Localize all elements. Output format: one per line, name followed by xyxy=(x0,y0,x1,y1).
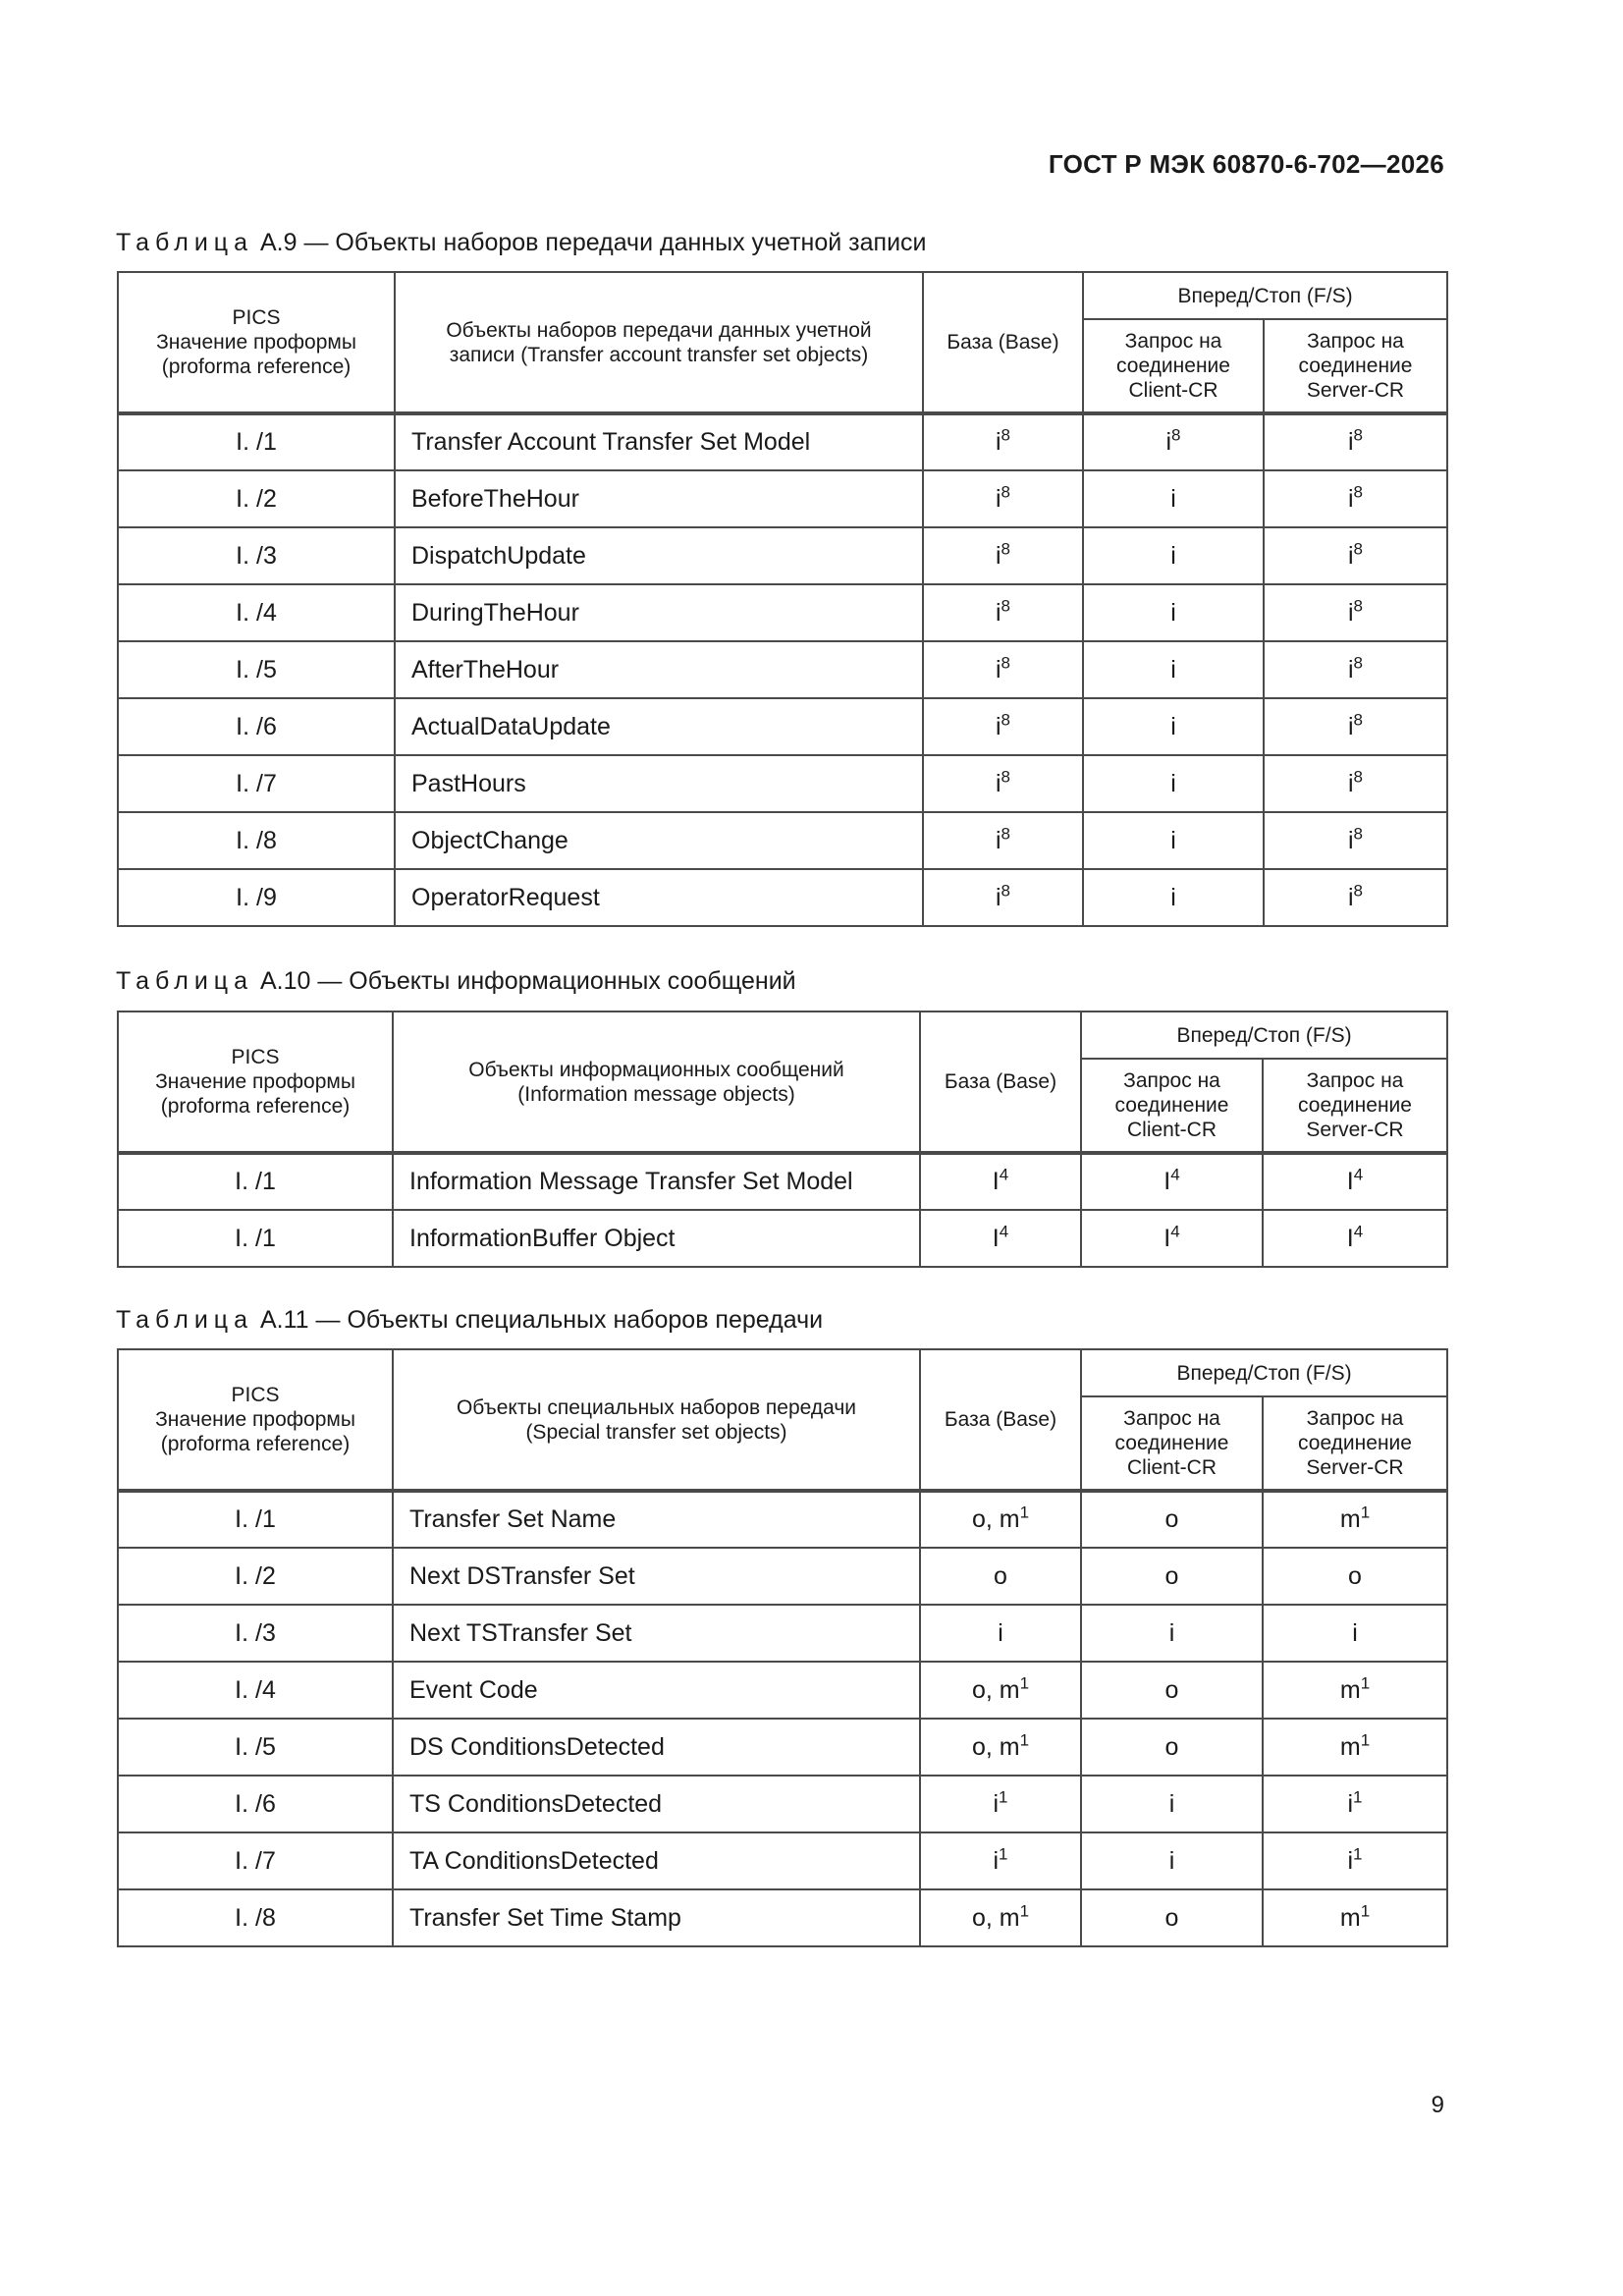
footnote-ref: 1 xyxy=(1353,1844,1363,1864)
footnote-ref: 8 xyxy=(1001,425,1011,445)
document-header: ГОСТ Р МЭК 60870-6-702—2026 xyxy=(1048,149,1444,179)
footnote-ref: 8 xyxy=(1171,425,1181,445)
cell-object: Next DSTransfer Set xyxy=(393,1548,920,1605)
cell-reference: I. /6 xyxy=(118,698,395,755)
header-base: База (Base) xyxy=(923,272,1083,413)
header-client-cr: Запрос на соединение Client-CR xyxy=(1083,319,1264,413)
cell-base: $i^8$ xyxy=(923,584,1083,641)
footnote-ref: 4 xyxy=(999,1222,1009,1241)
table-row xyxy=(118,812,1447,869)
table-row xyxy=(118,1776,1447,1832)
footnote-ref: 4 xyxy=(1170,1222,1180,1241)
footnote-ref: 1 xyxy=(1019,1673,1030,1693)
table-row xyxy=(118,527,1447,584)
footnote-ref: 4 xyxy=(1170,1165,1180,1184)
cell-reference: I. /1 xyxy=(118,1491,393,1548)
footnote-ref: 1 xyxy=(999,1844,1008,1864)
cell-object: PastHours xyxy=(395,755,923,812)
cell-server-cr: $i^1$ xyxy=(1263,1832,1447,1889)
footnote-ref: 8 xyxy=(1001,596,1011,616)
cell-base: $i^8$ xyxy=(923,869,1083,926)
cell-client-cr: i xyxy=(1081,1776,1263,1832)
header-fs: Вперед/Стоп (F/S) xyxy=(1083,272,1447,319)
cell-base: $i^8$ xyxy=(923,698,1083,755)
cell-base: $I^4$ xyxy=(920,1153,1081,1210)
cell-client-cr: i xyxy=(1083,698,1264,755)
header-base: База (Base) xyxy=(920,1011,1081,1153)
footnote-ref: 8 xyxy=(1353,653,1364,673)
caption-label: Таблица xyxy=(116,1306,254,1334)
footnote-ref: 8 xyxy=(1353,710,1364,730)
cell-object: BeforeTheHour xyxy=(395,470,923,527)
cell-reference: I. /7 xyxy=(118,1832,393,1889)
cell-client-cr: i xyxy=(1083,755,1264,812)
cell-server-cr: i xyxy=(1263,1605,1447,1662)
footnote-ref: 8 xyxy=(1001,824,1011,844)
page-number: 9 xyxy=(1431,2092,1444,2118)
footnote-ref: 8 xyxy=(1001,653,1011,673)
cell-object: DispatchUpdate xyxy=(395,527,923,584)
footnote-ref: 1 xyxy=(1019,1901,1030,1921)
header-pics: PICS Значение профоpмы (proforma reference) xyxy=(118,1011,393,1153)
header-objects: Объекты наборов передачи данных учетной записи (Transfer account transfer set objects) xyxy=(395,272,923,413)
cell-reference: I. /9 xyxy=(118,869,395,926)
footnote-ref: 8 xyxy=(1353,596,1364,616)
header-pics: PICS Значение профоpмы (proforma reference) xyxy=(118,272,395,413)
cell-base: $i^8$ xyxy=(923,527,1083,584)
footnote-ref: 8 xyxy=(1001,482,1011,502)
table-row xyxy=(118,1153,1447,1210)
table-a11 xyxy=(117,1348,1448,1947)
footnote-ref: 8 xyxy=(1001,881,1011,901)
cell-client-cr: i xyxy=(1081,1605,1263,1662)
cell-server-cr: $i^1$ xyxy=(1263,1776,1447,1832)
cell-reference: I. /4 xyxy=(118,584,395,641)
cell-reference: I. /5 xyxy=(118,641,395,698)
footnote-ref: 4 xyxy=(1353,1165,1364,1184)
table-row xyxy=(118,869,1447,926)
cell-object: AfterTheHour xyxy=(395,641,923,698)
table-row xyxy=(118,1210,1447,1267)
cell-reference: I. /1 xyxy=(118,413,395,470)
table-caption xyxy=(116,966,796,996)
cell-base: $i^1$ xyxy=(920,1832,1081,1889)
footnote-ref: 1 xyxy=(1360,1730,1371,1750)
caption-label: Таблица xyxy=(116,967,254,995)
cell-object: Transfer Set Name xyxy=(393,1491,920,1548)
cell-base: i xyxy=(920,1605,1081,1662)
cell-client-cr: $I^4$ xyxy=(1081,1210,1263,1267)
header-objects: Объекты информационных сообщений (Information message objects) xyxy=(393,1011,920,1153)
cell-server-cr: $i^8$ xyxy=(1264,812,1447,869)
footnote-ref: 1 xyxy=(999,1787,1008,1807)
table-row xyxy=(118,1832,1447,1889)
cell-server-cr: $m^1$ xyxy=(1263,1889,1447,1946)
cell-reference: I. /3 xyxy=(118,1605,393,1662)
cell-server-cr: $i^8$ xyxy=(1264,641,1447,698)
cell-reference: I. /1 xyxy=(118,1210,393,1267)
cell-base: o, $m^1$ xyxy=(920,1491,1081,1548)
cell-client-cr: i xyxy=(1081,1832,1263,1889)
cell-object: ObjectChange xyxy=(395,812,923,869)
header-client-cr: Запрос на соединение Client-CR xyxy=(1081,1059,1263,1153)
header-objects: Объекты специальных наборов передачи (Special transfer set objects) xyxy=(393,1349,920,1491)
cell-server-cr: $i^8$ xyxy=(1264,698,1447,755)
cell-client-cr: i xyxy=(1083,584,1264,641)
footnote-ref: 8 xyxy=(1353,539,1364,559)
header-server-cr: Запрос на соединение Server-CR xyxy=(1264,319,1447,413)
cell-object: Event Code xyxy=(393,1662,920,1719)
cell-object: InformationBuffer Object xyxy=(393,1210,920,1267)
cell-reference: I. /1 xyxy=(118,1153,393,1210)
cell-client-cr: i xyxy=(1083,641,1264,698)
cell-reference: I. /2 xyxy=(118,470,395,527)
table-caption xyxy=(116,228,927,257)
cell-server-cr: $m^1$ xyxy=(1263,1491,1447,1548)
cell-client-cr: o xyxy=(1081,1719,1263,1776)
cell-base: $i^8$ xyxy=(923,755,1083,812)
footnote-ref: 1 xyxy=(1019,1503,1030,1522)
cell-object: TS ConditionsDetected xyxy=(393,1776,920,1832)
footnote-ref: 4 xyxy=(1353,1222,1364,1241)
cell-server-cr: $i^8$ xyxy=(1264,755,1447,812)
footnote-ref: 8 xyxy=(1001,767,1011,787)
header-server-cr: Запрос на соединение Server-CR xyxy=(1263,1059,1447,1153)
cell-server-cr: $m^1$ xyxy=(1263,1719,1447,1776)
table-row xyxy=(118,755,1447,812)
cell-client-cr: o xyxy=(1081,1662,1263,1719)
cell-client-cr: i xyxy=(1083,527,1264,584)
header-fs: Вперед/Стоп (F/S) xyxy=(1081,1011,1447,1059)
cell-client-cr: o xyxy=(1081,1491,1263,1548)
cell-base: o xyxy=(920,1548,1081,1605)
table-row xyxy=(118,470,1447,527)
cell-client-cr: i xyxy=(1083,470,1264,527)
cell-server-cr: $i^8$ xyxy=(1264,584,1447,641)
cell-reference: I. /8 xyxy=(118,812,395,869)
cell-server-cr: o xyxy=(1263,1548,1447,1605)
header-fs: Вперед/Стоп (F/S) xyxy=(1081,1349,1447,1396)
header-client-cr: Запрос на соединение Client-CR xyxy=(1081,1396,1263,1491)
footnote-ref: 8 xyxy=(1353,824,1364,844)
caption-text: А.9 — Объекты наборов передачи данных учетной записи xyxy=(259,229,927,256)
header-server-cr: Запрос на соединение Server-CR xyxy=(1263,1396,1447,1491)
footnote-ref: 1 xyxy=(1019,1730,1030,1750)
cell-object: Transfer Account Transfer Set Model xyxy=(395,413,923,470)
footnote-ref: 1 xyxy=(1353,1787,1363,1807)
cell-base: $i^8$ xyxy=(923,470,1083,527)
cell-server-cr: $i^8$ xyxy=(1264,527,1447,584)
cell-server-cr: $m^1$ xyxy=(1263,1662,1447,1719)
table-row xyxy=(118,698,1447,755)
table-row xyxy=(118,413,1447,470)
cell-base: o, $m^1$ xyxy=(920,1719,1081,1776)
cell-object: Next TSTransfer Set xyxy=(393,1605,920,1662)
cell-client-cr: o xyxy=(1081,1548,1263,1605)
cell-object: DuringTheHour xyxy=(395,584,923,641)
cell-server-cr: $i^8$ xyxy=(1264,413,1447,470)
footnote-ref: 8 xyxy=(1353,881,1364,901)
table-a10 xyxy=(117,1011,1448,1268)
caption-text: А.10 — Объекты информационных сообщений xyxy=(259,967,796,995)
footnote-ref: 4 xyxy=(999,1165,1009,1184)
cell-object: Transfer Set Time Stamp xyxy=(393,1889,920,1946)
footnote-ref: 8 xyxy=(1353,767,1364,787)
table-row xyxy=(118,641,1447,698)
cell-base: $i^8$ xyxy=(923,812,1083,869)
footnote-ref: 8 xyxy=(1353,482,1364,502)
table-row xyxy=(118,1605,1447,1662)
cell-base: o, $m^1$ xyxy=(920,1889,1081,1946)
cell-object: OperatorRequest xyxy=(395,869,923,926)
cell-base: $i^8$ xyxy=(923,413,1083,470)
table-row xyxy=(118,584,1447,641)
caption-text: А.11 — Объекты специальных наборов передачи xyxy=(259,1306,824,1334)
table-a9 xyxy=(117,271,1448,927)
cell-reference: I. /6 xyxy=(118,1776,393,1832)
table-row xyxy=(118,1662,1447,1719)
cell-server-cr: $i^8$ xyxy=(1264,470,1447,527)
cell-reference: I. /8 xyxy=(118,1889,393,1946)
cell-server-cr: $I^4$ xyxy=(1263,1210,1447,1267)
table-row xyxy=(118,1889,1447,1946)
cell-base: $I^4$ xyxy=(920,1210,1081,1267)
cell-reference: I. /3 xyxy=(118,527,395,584)
table-caption xyxy=(116,1305,823,1335)
cell-object: DS ConditionsDetected xyxy=(393,1719,920,1776)
footnote-ref: 8 xyxy=(1001,539,1011,559)
cell-server-cr: $I^4$ xyxy=(1263,1153,1447,1210)
cell-base: $i^8$ xyxy=(923,641,1083,698)
cell-object: TA ConditionsDetected xyxy=(393,1832,920,1889)
cell-reference: I. /2 xyxy=(118,1548,393,1605)
caption-label: Таблица xyxy=(116,229,254,256)
footnote-ref: 1 xyxy=(1360,1503,1371,1522)
cell-base: $i^1$ xyxy=(920,1776,1081,1832)
cell-server-cr: $i^8$ xyxy=(1264,869,1447,926)
cell-client-cr: $I^4$ xyxy=(1081,1153,1263,1210)
header-base: База (Base) xyxy=(920,1349,1081,1491)
cell-client-cr: i xyxy=(1083,812,1264,869)
footnote-ref: 1 xyxy=(1360,1901,1371,1921)
table-row xyxy=(118,1548,1447,1605)
header-pics: PICS Значение профоpмы (proforma reference) xyxy=(118,1349,393,1491)
cell-object: Information Message Transfer Set Model xyxy=(393,1153,920,1210)
table-row xyxy=(118,1719,1447,1776)
cell-client-cr: $i^8$ xyxy=(1083,413,1264,470)
cell-client-cr: i xyxy=(1083,869,1264,926)
table-row xyxy=(118,1491,1447,1548)
footnote-ref: 8 xyxy=(1353,425,1364,445)
footnote-ref: 8 xyxy=(1001,710,1011,730)
cell-reference: I. /5 xyxy=(118,1719,393,1776)
cell-base: o, $m^1$ xyxy=(920,1662,1081,1719)
footnote-ref: 1 xyxy=(1360,1673,1371,1693)
cell-reference: I. /4 xyxy=(118,1662,393,1719)
cell-client-cr: o xyxy=(1081,1889,1263,1946)
cell-reference: I. /7 xyxy=(118,755,395,812)
cell-object: ActualDataUpdate xyxy=(395,698,923,755)
